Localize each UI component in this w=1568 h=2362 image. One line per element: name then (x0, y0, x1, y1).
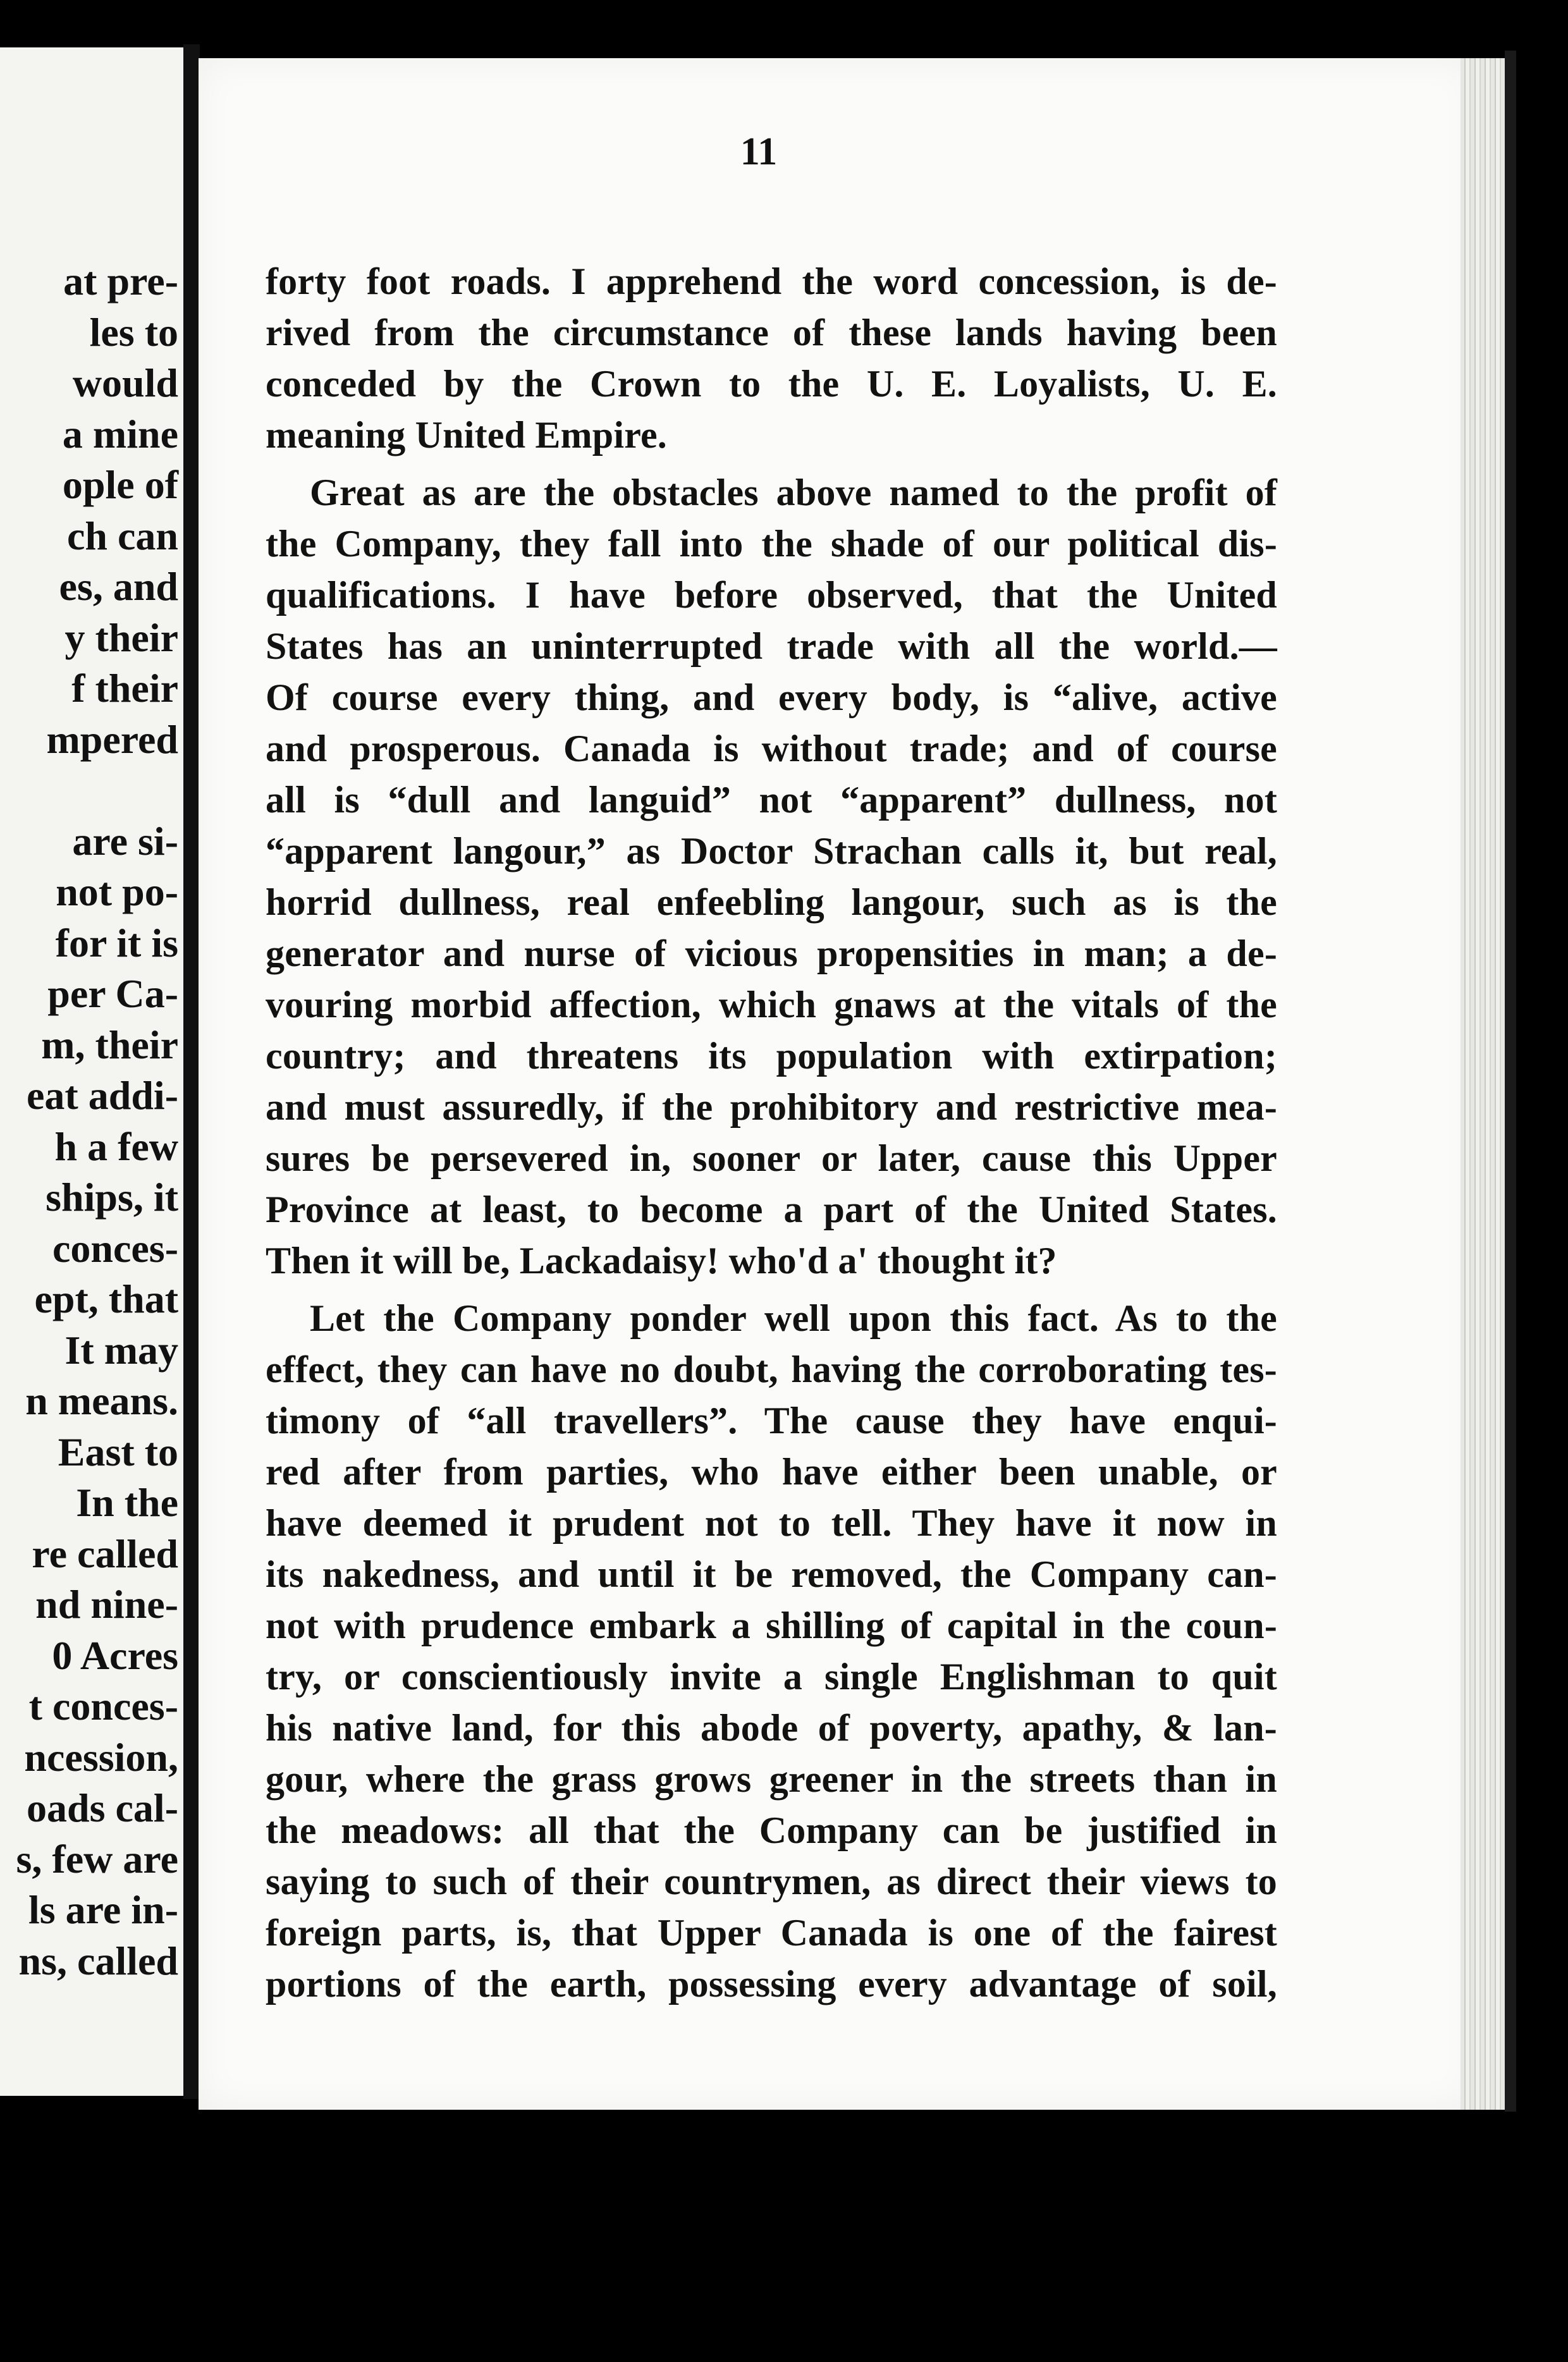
paragraph-3 (266, 1293, 1277, 2010)
facing-line: t conces- (28, 1684, 178, 1729)
text-line: meaning United Empire. (266, 414, 667, 456)
facing-line: ls are in- (28, 1887, 178, 1932)
text-line: the meadows: all that the Company can be justified in (266, 1809, 1277, 1851)
text-line: and prosperous. Canada is without trade; and of course (266, 728, 1277, 769)
text-line: Province at least, to become a part of the United States. (266, 1189, 1277, 1230)
text-line: try, or conscientiously invite a single Englishman to quit (266, 1656, 1277, 1698)
text-line: horrid dullness, real enfeebling langour, such as is the (266, 881, 1277, 923)
facing-line: ncession, (24, 1734, 178, 1780)
facing-line: f their (71, 666, 178, 711)
facing-line: East to (58, 1429, 178, 1474)
text-line: his native land, for this abode of poverty, apathy, & lan- (266, 1707, 1277, 1749)
text-line: all is “dull and languid” not “apparent” dullness, not (266, 779, 1277, 821)
facing-line: s, few are (16, 1836, 178, 1882)
facing-line: ept, that (34, 1276, 178, 1321)
text-line: effect, they can have no doubt, having the corroborating tes- (266, 1349, 1277, 1390)
paragraph-2 (266, 467, 1277, 1287)
facing-line: re called (32, 1531, 178, 1576)
text-line: red after from parties, who have either been unable, or (266, 1451, 1277, 1493)
facing-line: It may (64, 1327, 178, 1373)
cover-edge (1505, 51, 1516, 2112)
facing-line: ch can (67, 513, 178, 558)
facing-line: n means. (25, 1378, 178, 1423)
facing-line: nd nine- (35, 1582, 178, 1627)
facing-line: are si- (72, 818, 178, 864)
facing-line: In the (76, 1480, 178, 1525)
text-line: country; and threatens its population with extirpation; (266, 1035, 1277, 1077)
text-line: Of course every thing, and every body, is “alive, active (266, 676, 1277, 718)
facing-line: ships, it (46, 1175, 178, 1220)
facing-line: conces- (52, 1225, 178, 1271)
book-gutter (183, 44, 200, 2099)
facing-line: h a few (54, 1123, 178, 1169)
page-number: 11 (740, 130, 778, 173)
facing-line: for it is (55, 920, 178, 965)
text-line: Let the Company ponder well upon this fact. As to the (310, 1297, 1277, 1339)
text-line: the Company, they fall into the shade of our political dis- (266, 523, 1277, 565)
facing-line: oads cal- (27, 1785, 178, 1830)
facing-line: not po- (56, 869, 178, 914)
text-line: rived from the circumstance of these lands having been (266, 312, 1277, 353)
facing-line: es, and (59, 564, 178, 609)
body-text (266, 256, 1277, 2010)
text-line: portions of the earth, possessing every advantage of soil, (266, 1963, 1277, 2005)
text-line: “apparent langour,” as Doctor Strachan calls it, but real, (266, 830, 1277, 872)
paragraph-1 (266, 256, 1277, 461)
facing-page-text (0, 256, 178, 1986)
facing-line: m, their (41, 1022, 178, 1067)
text-line: Great as are the obstacles above named to the profit of (310, 472, 1277, 513)
text-line: and must assuredly, if the prohibitory and restrictive mea- (266, 1086, 1277, 1128)
text-line: not with prudence embark a shilling of capital in the coun- (266, 1605, 1277, 1646)
text-line: timony of “all travellers”. The cause they have enqui- (266, 1400, 1277, 1441)
facing-line: ns, called (18, 1938, 178, 1983)
facing-page (0, 47, 183, 2096)
facing-line: eat addi- (27, 1073, 178, 1118)
facing-line: a mine (62, 411, 178, 456)
page-edges (1461, 58, 1505, 2110)
facing-line: at pre- (63, 259, 178, 303)
text-line: forty foot roads. I apprehend the word concession, is de- (266, 260, 1277, 302)
facing-line (0, 765, 178, 816)
facing-line: 0 Acres (52, 1632, 178, 1678)
text-line: gour, where the grass grows greener in the streets than in (266, 1758, 1277, 1800)
text-line: its nakedness, and until it be removed, the Company can- (266, 1553, 1277, 1595)
facing-line: mpered (46, 716, 178, 762)
text-line: Then it will be, Lackadaisy! who'd a' thought it? (266, 1240, 1057, 1282)
text-line: generator and nurse of vicious propensities in man; a de- (266, 933, 1277, 974)
facing-line: les to (89, 309, 178, 355)
text-line: sures be persevered in, sooner or later, cause this Upper (266, 1137, 1277, 1179)
facing-line: would (72, 360, 178, 405)
text-line: qualifications. I have before observed, that the United (266, 574, 1277, 616)
text-line: States has an uninterrupted trade with all the world.— (266, 625, 1277, 667)
text-line: saying to such of their countrymen, as direct their views to (266, 1861, 1277, 1902)
text-line: conceded by the Crown to the U. E. Loyalists, U. E. (266, 363, 1277, 405)
facing-line: per Ca- (47, 971, 178, 1016)
text-line: have deemed it prudent not to tell. They have it now in (266, 1502, 1277, 1544)
facing-line: ople of (62, 462, 178, 507)
text-line: vouring morbid affection, which gnaws at the vitals of the (266, 984, 1277, 1025)
facing-line: y their (64, 615, 178, 660)
text-line: foreign parts, is, that Upper Canada is one of the fairest (266, 1912, 1277, 1954)
